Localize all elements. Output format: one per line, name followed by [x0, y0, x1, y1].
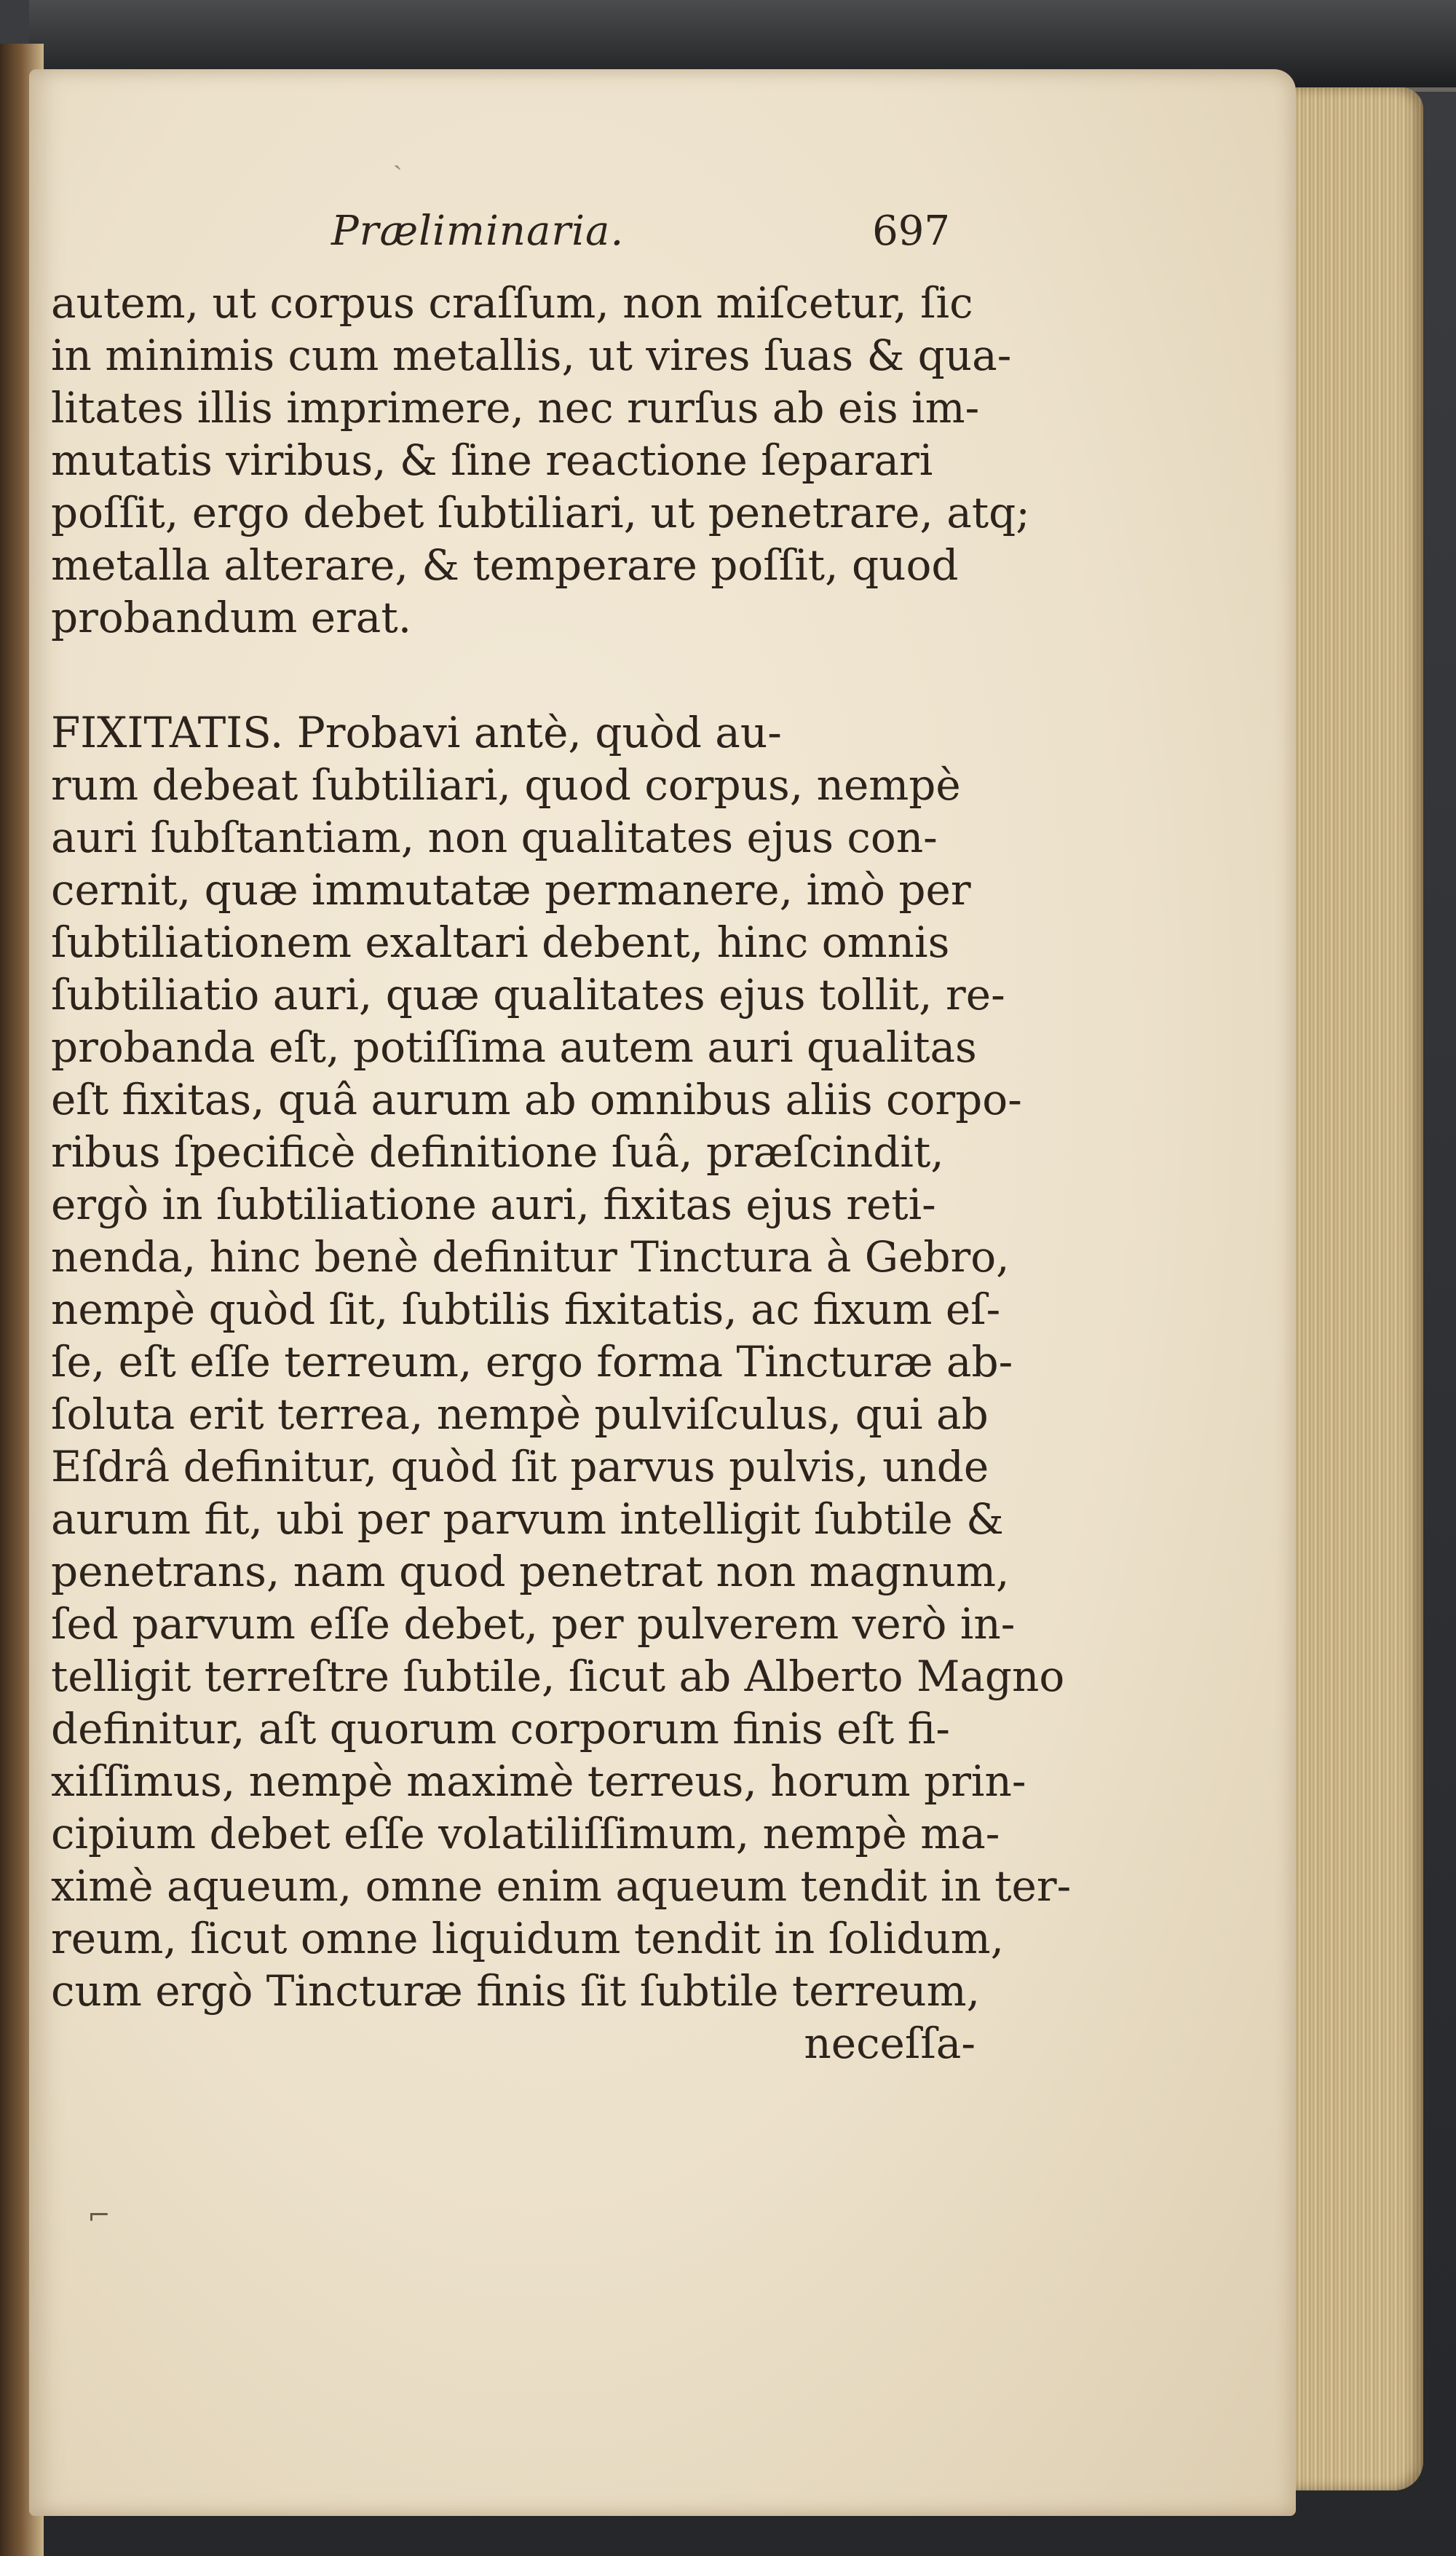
text-line: probanda eſt, potiſſima autem auri qualitas	[51, 1022, 977, 1072]
text-line: definitur, aſt quorum corporum finis eſt fi-	[51, 1704, 950, 1754]
text-line: ſoluta erit terrea, nempè pulviſculus, qui ab	[51, 1389, 989, 1439]
text-line: poſſit, ergo debet ſubtiliari, ut penetrare, atq;	[51, 488, 1030, 537]
ink-mark: ˎ	[393, 138, 403, 170]
text-line: mutatis viribus, & ſine reactione ſeparari	[51, 435, 933, 485]
text-line: xiſſimus, nempè maximè terreus, horum prin-	[51, 1756, 1026, 1806]
text-line: nenda, hinc benè definitur Tinctura à Gebro,	[51, 1232, 1010, 1282]
text-line: cipium debet eſſe volatiliſſimum, nempè ma-	[51, 1809, 1000, 1858]
text-line: penetrans, nam quod penetrat non magnum,	[51, 1547, 1010, 1596]
text-line: in minimis cum metallis, ut vires ſuas & qua-	[51, 331, 1012, 380]
text-line: rum debeat ſubtiliari, quod corpus, nempè	[51, 760, 961, 810]
text-line: Eſdrâ definitur, quòd ſit parvus pulvis, unde	[51, 1442, 989, 1491]
text-line: ximè aqueum, omne enim aqueum tendit in ter-	[51, 1861, 1072, 1911]
text-line: cum ergò Tincturæ finis ſit ſubtile terreum,	[51, 1966, 981, 2016]
text-line: auri ſubſtantiam, non qualitates ejus con-	[51, 813, 938, 862]
text-line: metalla alterare, & temperare poſſit, quod	[51, 540, 959, 590]
running-head	[331, 208, 950, 266]
text-line: aurum fit, ubi per parvum intelligit ſubtile &	[51, 1494, 1004, 1544]
text-line: probandum erat.	[51, 593, 412, 642]
text-line: ribus ſpecificè definitione ſuâ, præſcindit,	[51, 1127, 944, 1177]
text-line: cernit, quæ immutatæ permanere, imò per	[51, 865, 971, 915]
text-line: telligit terreſtre ſubtile, ſicut ab Alberto Magno	[51, 1652, 1065, 1701]
text-line: eſt fixitas, quâ aurum ab omnibus aliis corpo-	[51, 1075, 1022, 1124]
page-fore-edge	[1296, 87, 1423, 2490]
text-line: reum, ſicut omne liquidum tendit in ſolidum,	[51, 1914, 1005, 1963]
page-number: 697	[872, 208, 950, 255]
text-line: ergò in ſubtiliatione auri, fixitas ejus reti-	[51, 1180, 936, 1229]
catchword: neceſſa-	[804, 2019, 976, 2068]
text-line: autem, ut corpus craſſum, non miſcetur, ſic	[51, 278, 973, 328]
text-line: ſubtiliatio auri, quæ qualitates ejus tollit, re-	[51, 970, 1005, 1019]
text-line: ſubtiliationem exaltari debent, hinc omnis	[51, 918, 950, 967]
text-line: ſe, eſt eſſe terreum, ergo forma Tincturæ ab-	[51, 1337, 1013, 1387]
ink-mark: ⌐	[87, 2199, 111, 2231]
text-line: nempè quòd ſit, ſubtilis fixitatis, ac fixum eſ-	[51, 1285, 1001, 1334]
text-line: ſed parvum eſſe debet, per pulverem verò in-	[51, 1599, 1016, 1649]
running-head-title: Præliminaria.	[331, 208, 625, 255]
text-line: litates illis imprimere, nec rurſus ab eis im-	[51, 383, 980, 433]
text-line: FIXITATIS. Probavi antè, quòd au-	[51, 708, 782, 757]
